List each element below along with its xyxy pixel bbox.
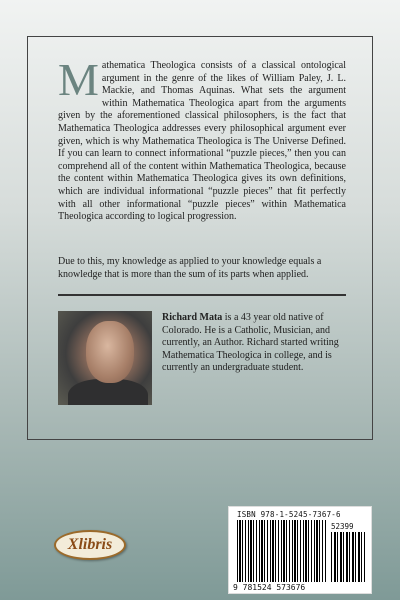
author-photo-head — [86, 321, 134, 383]
blurb-paragraph-2: Due to this, my knowledge as applied to your knowledge equals a knowledge that is more than the sum of its parts when applied. — [58, 256, 322, 280]
barcode-box — [228, 506, 372, 594]
publisher-logo — [54, 530, 126, 560]
barcode-bars — [237, 520, 327, 582]
author-bio — [162, 312, 348, 375]
price-code: 52399 — [331, 522, 354, 531]
divider — [58, 294, 346, 296]
price-barcode-bars — [331, 532, 365, 582]
author-photo — [58, 311, 152, 405]
author-bio-text: is a 43 year old native of Colorado. He is a Catholic, Musician, and currently, an Author. Richard started writing Mathematica Theologica in college, and is currently an undergraduate student. — [162, 312, 339, 374]
blurb-text: athematica Theologica consists of a classical ontological argument in the genre of the likes of William Paley, J. L. Mackie, and Thomas Aquinas. What sets the argument within Mathematica Theologica apart from the arguments given by the aforementioned classical philosophers, is the fact that Mathematica Theologica addresses every philosophical argument ever given, which is why Mathematica Theologica is The Universe Defined. If you can learn to connect informational “puzzle pieces,” then you can comprehend all of the content within Mathematica Theologica, because the content within Mathematica Theologica gives its own definitions, which are individual informational “puzzle pieces” that fit perfectly with all other informational “puzzle pieces” within Mathematica Theologica according to logical progression. — [58, 60, 346, 223]
barcode-digits: 9 781524 573676 — [233, 583, 306, 592]
author-name: Richard Mata — [162, 312, 223, 323]
publisher-logo-text: Xlibris — [67, 536, 113, 553]
book-blurb — [58, 54, 346, 224]
drop-cap: M — [58, 54, 99, 105]
isbn-label: ISBN 978-1-5245-7367-6 — [237, 510, 341, 519]
